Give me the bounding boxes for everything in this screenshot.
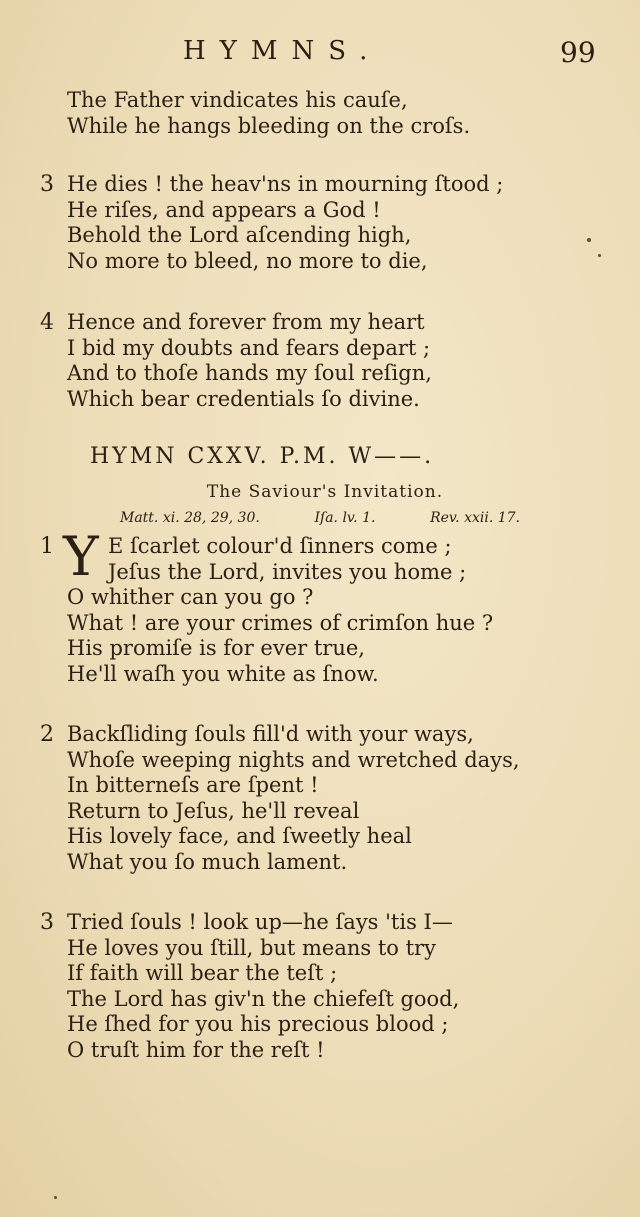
verse-line: He dies ! the heav'ns in mourning ſtood ; bbox=[67, 172, 504, 196]
scripture-references bbox=[120, 510, 520, 526]
verse-line: In bitterneſs are ſpent ! bbox=[67, 773, 319, 797]
verse-line: And to thoſe hands my ſoul reſign, bbox=[67, 361, 432, 385]
verse-line: He loves you ſtill, but means to try bbox=[67, 935, 436, 960]
verse-line: Behold the Lord aſcending high, bbox=[67, 223, 412, 247]
reference: Iſa. lv. 1. bbox=[314, 510, 376, 526]
stanza-4 bbox=[0, 310, 640, 412]
hymn-subtitle: The Saviour's Invitation. bbox=[206, 482, 444, 502]
verse-line: Hence and forever from my heart bbox=[67, 310, 425, 334]
hymn-title: HYMN CXXV. P.M. W——. bbox=[90, 444, 435, 469]
paper-speck bbox=[587, 238, 591, 242]
verse-line: Backſliding ſouls fill'd with your ways, bbox=[67, 722, 474, 746]
reference: Matt. xi. 28, 29, 30. bbox=[120, 510, 260, 526]
verse-line: He'll waſh you white as ſnow. bbox=[67, 661, 379, 686]
stanza-number: 2 bbox=[40, 722, 54, 747]
verse-line: While he hangs bleeding on the croſs. bbox=[67, 113, 471, 138]
hymn-stanza-1 bbox=[0, 534, 640, 687]
page-number: 99 bbox=[560, 36, 596, 69]
running-title: HYMNS. bbox=[183, 36, 382, 66]
verse-line: I bid my doubts and fears depart ; bbox=[67, 335, 431, 360]
verse-line: His promiſe is for ever true, bbox=[67, 636, 365, 660]
paper-speck bbox=[54, 1196, 57, 1199]
verse-line: Jeſus the Lord, invites you home ; bbox=[108, 559, 467, 584]
verse-line: If faith will bear the teſt ; bbox=[67, 961, 338, 985]
verse-line: Which bear credentials ſo divine. bbox=[67, 386, 420, 411]
verse-line: What ! are your crimes of crimſon hue ? bbox=[67, 610, 494, 635]
stanza-3 bbox=[0, 172, 640, 274]
verse-line: E ſcarlet colour'd ſinners come ; bbox=[108, 534, 452, 558]
verse-line: He ſhed for you his precious blood ; bbox=[67, 1012, 449, 1036]
verse-line: The Father vindicates his cauſe, bbox=[67, 88, 408, 112]
verse-line: No more to bleed, no more to die, bbox=[67, 248, 428, 273]
stanza-continuation bbox=[0, 88, 640, 139]
verse-line: What you ſo much lament. bbox=[67, 849, 348, 874]
drop-cap: Y bbox=[63, 525, 99, 588]
verse-line: He riſes, and appears a God ! bbox=[67, 197, 381, 222]
verse-line: His lovely face, and ſweetly heal bbox=[67, 824, 412, 848]
stanza-number: 4 bbox=[40, 310, 54, 335]
paper-speck bbox=[598, 254, 601, 257]
verse-line: The Lord has giv'n the chiefeſt good, bbox=[67, 986, 460, 1011]
verse-line: O whither can you go ? bbox=[67, 585, 314, 609]
hymn-stanza-2 bbox=[0, 722, 640, 875]
verse-line: O truſt him for the reſt ! bbox=[67, 1037, 325, 1062]
verse-line: Return to Jeſus, he'll reveal bbox=[67, 798, 360, 823]
page-header bbox=[0, 36, 640, 76]
stanza-number: 3 bbox=[40, 910, 54, 935]
verse-line: Tried ſouls ! look up—he ſays 'tis I— bbox=[67, 910, 453, 934]
verse-line: Whoſe weeping nights and wretched days, bbox=[67, 747, 520, 772]
stanza-number: 1 bbox=[40, 534, 54, 559]
hymn-stanza-3 bbox=[0, 910, 640, 1063]
reference: Rev. xxii. 17. bbox=[430, 510, 520, 526]
stanza-number: 3 bbox=[40, 172, 54, 197]
